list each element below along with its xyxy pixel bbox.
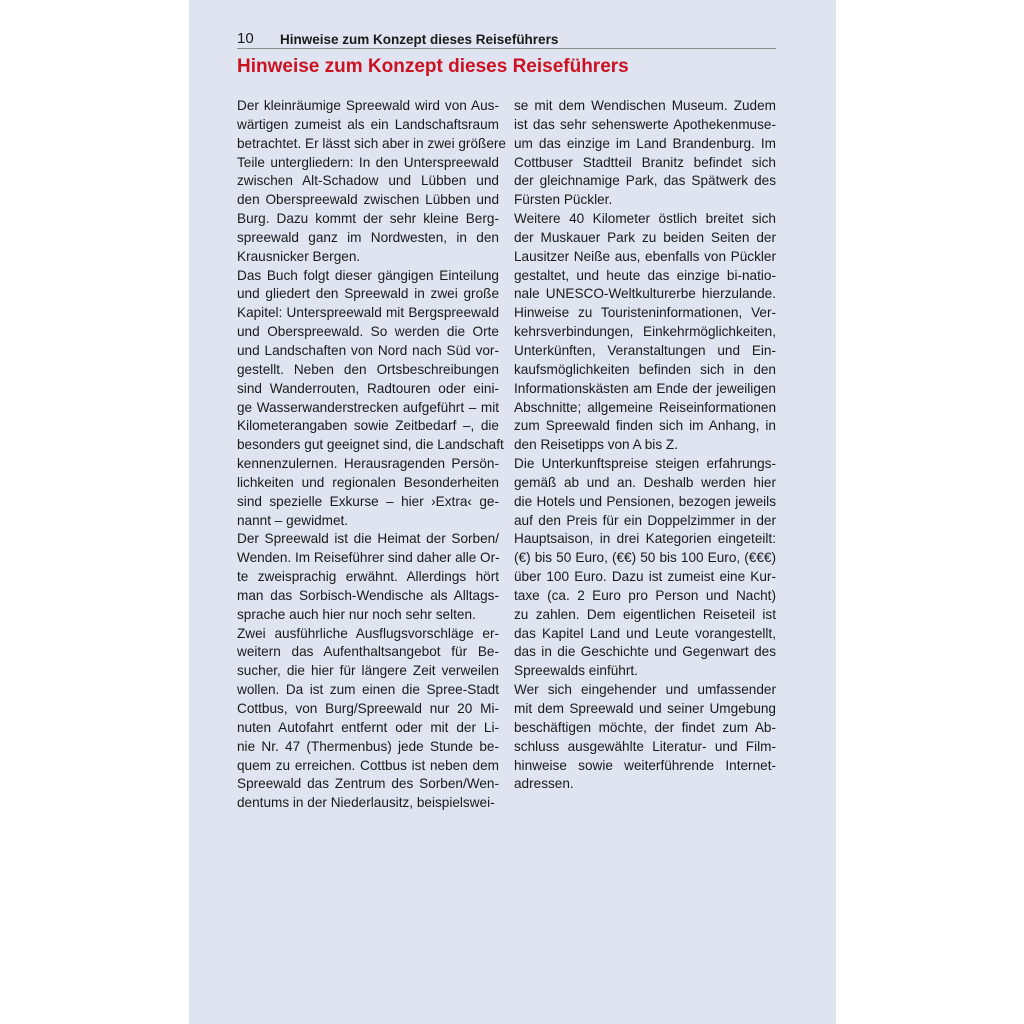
running-header xyxy=(237,30,776,49)
text-line: beschäftigen möchte, der findet zum Ab- xyxy=(514,719,776,735)
text-line: ist das sehr sehenswerte Apothekenmuse- xyxy=(514,116,776,132)
text-line: dentums in der Niederlausitz, beispielswei- xyxy=(237,795,495,811)
text-line: man das Sorbisch-Wendische als Alltags- xyxy=(237,587,499,603)
text-line: Informationskästen am Ende der jeweiligen xyxy=(514,380,776,396)
text-line: mit dem Spreewald und seiner Umgebung xyxy=(514,701,776,716)
text-line: hinweise sowie weiterführende Internet- xyxy=(514,757,776,773)
text-line: wollen. Da ist zum einen die Spree-Stadt xyxy=(237,682,499,698)
text-line: kaufsmöglichkeiten befinden sich in den xyxy=(514,361,776,377)
text-line: se mit dem Wendischen Museum. Zudem xyxy=(514,98,776,113)
text-line: zu zahlen. Dem eigentlichen Reiseteil ist xyxy=(514,606,776,622)
text-line: Weitere 40 Kilometer östlich breitet sich xyxy=(514,211,776,227)
text-line: Teile untergliedern: In den Unterspreewald xyxy=(237,154,499,170)
text-line: taxe (ca. 2 Euro pro Person und Nacht) xyxy=(514,587,776,603)
text-line: Fürsten Pückler. xyxy=(514,192,613,208)
text-line: Hauptsaison, in drei Kategorien eingeteilt: xyxy=(514,531,776,547)
text-line: Wenden. Im Reiseführer sind daher alle Or- xyxy=(237,550,500,566)
text-line: sprache auch hier nur noch sehr selten. xyxy=(237,606,476,622)
text-line: Zwei ausführliche Ausflugsvorschläge er- xyxy=(237,625,499,641)
text-line: und gliedert den Spreewald in zwei große xyxy=(237,286,499,302)
chapter-title: Hinweise zum Konzept dieses Reiseführers xyxy=(237,56,629,77)
text-line: te zweisprachig erwähnt. Allerdings hört xyxy=(237,569,499,585)
text-line: betrachtet. Er lässt sich aber in zwei größere xyxy=(237,135,506,151)
text-line: sind spezielle Exkurse – hier ›Extra‹ ge- xyxy=(237,493,499,509)
text-line: zwischen Alt-Schadow und Lübben und xyxy=(237,173,499,189)
text-line: Der kleinräumige Spreewald wird von Aus- xyxy=(237,98,499,113)
text-line: spreewald ganz im Nordwesten, in den xyxy=(237,229,499,245)
text-line: den Reisetipps von A bis Z. xyxy=(514,437,678,453)
text-line: der Muskauer Park zu beiden Seiten der xyxy=(514,229,776,245)
text-line: lichkeiten und regionalen Besonderheiten xyxy=(237,474,499,490)
text-line: weitern das Aufenthaltsangebot für Be- xyxy=(237,644,499,660)
text-line: zum Spreewald finden sich im Anhang, in xyxy=(514,418,776,434)
text-line: Kilometerangaben sowie Zeitbedarf –, die xyxy=(237,418,499,434)
text-line: Unterkünften, Veranstaltungen und Ein- xyxy=(514,342,776,358)
text-line: über 100 Euro. Dazu ist zumeist eine Kur- xyxy=(514,569,776,585)
text-line: Kapitel: Unterspreewald mit Bergspreewald xyxy=(237,305,499,321)
text-line: und Landschaften von Nord nach Süd vor- xyxy=(237,342,499,358)
text-line: Spreewalds einführt. xyxy=(514,663,638,679)
text-line: Hinweise zu Touristeninformationen, Ver- xyxy=(514,305,776,321)
text-line: kennenzulernen. Herausragenden Persön- xyxy=(237,456,499,472)
text-line: Abschnitte; allgemeine Reiseinformationen xyxy=(514,399,776,415)
text-line: Lausitzer Neiße aus, ebenfalls von Pückler xyxy=(514,248,776,264)
text-line: den Oberspreewald zwischen Lübben und xyxy=(237,192,499,208)
text-line: das in die Geschichte und Gegenwart des xyxy=(514,644,776,660)
text-line: Das Buch folgt dieser gängigen Einteilung xyxy=(237,267,499,283)
text-line: Der Spreewald ist die Heimat der Sorben/ xyxy=(237,531,499,547)
text-line: kehrsverbindungen, Einkehrmöglichkeiten, xyxy=(514,324,776,340)
text-line: nie Nr. 47 (Thermenbus) jede Stunde be- xyxy=(237,738,499,754)
text-line: die Hotels und Pensionen, bezogen jeweils xyxy=(514,493,776,509)
text-line: ge Wasserwanderstrecken aufgeführt – mit xyxy=(237,399,499,415)
text-line: gemäß ab und an. Deshalb werden hier xyxy=(514,474,776,490)
running-title: Hinweise zum Konzept dieses Reiseführers xyxy=(280,32,559,47)
text-line: Die Unterkunftspreise steigen erfahrungs- xyxy=(514,456,776,472)
text-line: nannt – gewidmet. xyxy=(237,512,349,528)
text-line: besonders gut geeignet sind, die Landschaft xyxy=(237,437,504,453)
text-line: der gleichnamige Park, das Spätwerk des xyxy=(514,173,776,189)
text-line: um das einzige im Land Brandenburg. Im xyxy=(514,135,776,151)
book-page xyxy=(189,0,836,1024)
text-line: adressen. xyxy=(514,776,574,792)
text-line: Cottbus, von Burg/Spreewald nur 20 Mi- xyxy=(237,701,499,716)
page-number: 10 xyxy=(237,30,254,47)
text-line: auf den Preis für ein Doppelzimmer in der xyxy=(514,512,776,528)
text-line: Spreewald das Zentrum des Sorben/Wen- xyxy=(237,776,499,792)
text-line: Cottbuser Stadtteil Branitz befindet sich xyxy=(514,154,776,170)
text-line: gestaltet, und heute das einzige bi-natio- xyxy=(514,267,776,283)
text-line: das Kapitel Land und Leute vorangestellt, xyxy=(514,625,776,641)
text-line: sind Wanderrouten, Radtouren oder eini- xyxy=(237,380,499,396)
text-line: (€) bis 50 Euro, (€€) 50 bis 100 Euro, (€€€) xyxy=(514,550,776,566)
text-line: nale UNESCO-Weltkulturerbe hierzulande. xyxy=(514,286,776,302)
text-column-right xyxy=(514,97,776,794)
text-line: quem zu erreichen. Cottbus ist neben dem xyxy=(237,757,499,773)
text-line: nuten Autofahrt entfernt oder mit der Li- xyxy=(237,719,499,735)
text-column-left xyxy=(237,97,506,813)
text-line: gestellt. Neben den Ortsbeschreibungen xyxy=(237,361,499,377)
text-line: Burg. Dazu kommt der sehr kleine Berg- xyxy=(237,211,499,227)
text-line: schluss ausgewählte Literatur- und Film- xyxy=(514,738,776,754)
text-line: Krausnicker Bergen. xyxy=(237,248,361,264)
text-line: Wer sich eingehender und umfassender xyxy=(514,682,776,698)
text-line: sucher, die hier für längere Zeit verweilen xyxy=(237,663,499,679)
text-line: wärtigen zumeist als ein Landschaftsraum xyxy=(237,116,499,132)
text-line: und Oberspreewald. So werden die Orte xyxy=(237,324,499,340)
